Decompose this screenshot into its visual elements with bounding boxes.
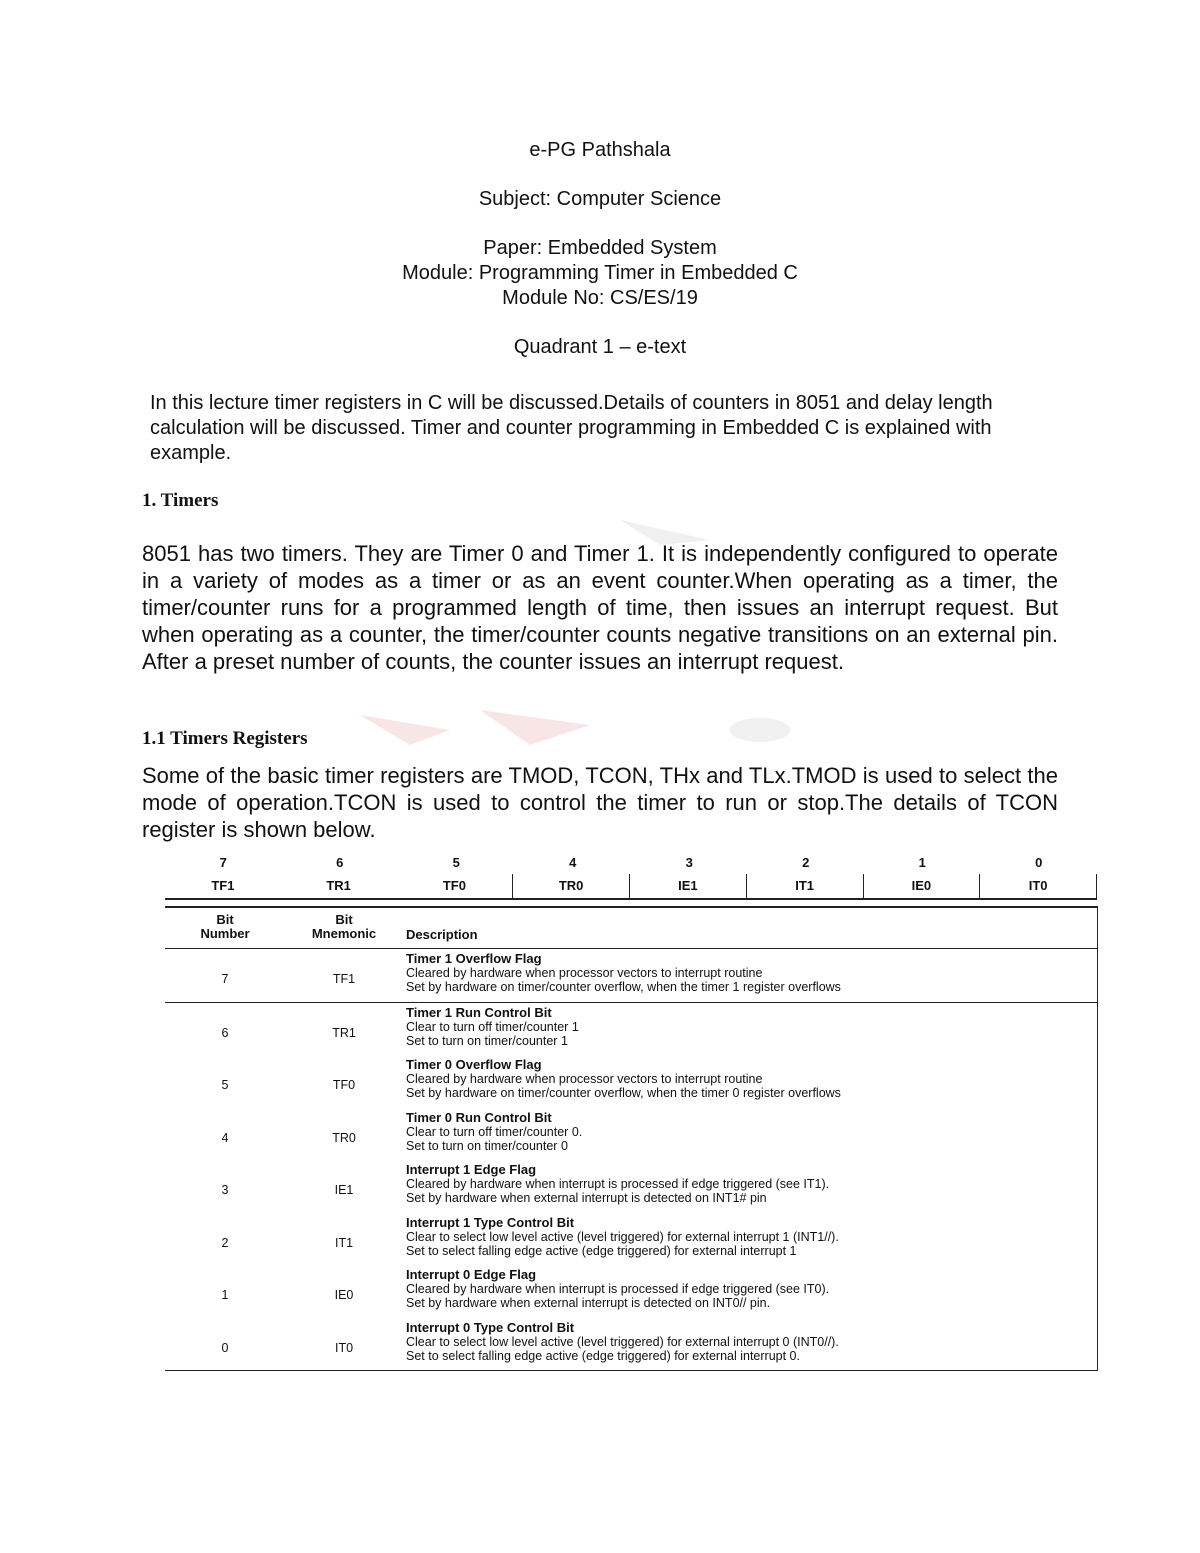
bit-name: TR1 — [326, 878, 351, 893]
cell-description — [403, 1318, 1097, 1371]
table-row — [165, 1160, 1097, 1213]
table-row — [165, 1108, 1097, 1161]
cell-bit-number: 1 — [221, 1288, 229, 1303]
description-line: Set to turn on timer/counter 0 — [406, 1138, 568, 1153]
description-line: Clear to select low level active (level triggered) for external interrupt 0 (INT0//). — [406, 1334, 839, 1349]
description-line: Clear to turn off timer/counter 1 — [406, 1019, 579, 1034]
bit-name: TF0 — [442, 878, 466, 893]
header-text: Bit — [335, 912, 353, 927]
cell-description — [403, 1055, 1097, 1108]
document-header — [0, 138, 1200, 360]
table-header — [165, 908, 1097, 949]
description-title: Timer 0 Overflow Flag — [406, 1057, 542, 1072]
tcon-bit-numbers — [165, 852, 1097, 874]
cell-description — [403, 1265, 1097, 1318]
tcon-bit-layout — [165, 852, 1097, 900]
table-row — [165, 1213, 1097, 1266]
cell-bit-number: 2 — [221, 1235, 229, 1250]
org-name: e-PG Pathshala — [529, 139, 671, 161]
bit-name: TR0 — [512, 874, 629, 898]
header-text: Number — [200, 926, 250, 941]
section-heading-timer-registers: 1.1 Timers Registers — [142, 728, 308, 749]
description-line: Set by hardware on timer/counter overflow, when the timer 1 register overflows — [406, 980, 841, 994]
table-row — [165, 1265, 1097, 1318]
bit-name: IT0 — [979, 874, 1097, 898]
section-heading-timers: 1. Timers — [142, 490, 219, 511]
tcon-description-table — [165, 906, 1098, 1371]
description-title: Timer 1 Run Control Bit — [406, 1004, 552, 1020]
cell-bit-number: 7 — [221, 972, 229, 987]
description-line: Set to select falling edge active (edge triggered) for external interrupt 0. — [406, 1348, 800, 1363]
header-description: Description — [406, 927, 478, 942]
header-text: Bit — [216, 912, 234, 927]
bit-name: IE0 — [863, 874, 980, 898]
description-line: Set to select falling edge active (edge triggered) for external interrupt 1 — [406, 1243, 797, 1258]
cell-description — [403, 1160, 1097, 1213]
description-title: Interrupt 1 Edge Flag — [406, 1162, 537, 1177]
cell-mnemonic: TR1 — [332, 1025, 356, 1040]
header-bit-mnemonic — [285, 908, 403, 948]
cell-bit-number: 6 — [221, 1025, 229, 1040]
bit-name: IT1 — [746, 874, 863, 898]
description-title: Timer 0 Run Control Bit — [406, 1109, 552, 1125]
description-title: Timer 1 Overflow Flag — [406, 951, 542, 966]
table-row — [165, 949, 1097, 1003]
intro-paragraph: In this lecture timer registers in C will be discussed.Details of counters in 8051 and delay length calculation will be discussed. Timer and counter programming in Embedded C is explained with example. — [150, 392, 993, 464]
cell-mnemonic: IT1 — [334, 1235, 354, 1250]
cell-bit-number: 4 — [221, 1130, 229, 1145]
description-line: Set by hardware on timer/counter overflow, when the timer 0 register overflows — [406, 1086, 841, 1100]
description-line: Clear to select low level active (level triggered) for external interrupt 1 (INT1//). — [406, 1229, 839, 1244]
description-line: Clear to turn off timer/counter 0. — [406, 1124, 583, 1139]
header-text: Mnemonic — [311, 926, 377, 941]
cell-description — [403, 949, 1097, 1002]
description-line: Cleared by hardware when processor vectors to interrupt routine — [406, 1072, 763, 1086]
cell-mnemonic: TF1 — [332, 972, 356, 987]
quadrant-line: Quadrant 1 – e-text — [513, 336, 687, 358]
bit-number: 2 — [802, 855, 810, 870]
header-bit-number — [165, 908, 285, 948]
bit-number: 6 — [336, 855, 344, 870]
bit-name: TF1 — [211, 878, 235, 893]
description-line: Cleared by hardware when processor vectors to interrupt routine — [406, 966, 763, 980]
module-line: Module: Programming Timer in Embedded C — [402, 262, 798, 284]
description-title: Interrupt 1 Type Control Bit — [406, 1214, 575, 1230]
bit-number: 1 — [918, 855, 926, 870]
cell-description — [403, 1108, 1097, 1161]
cell-bit-number: 3 — [221, 1183, 229, 1198]
cell-description — [403, 1003, 1097, 1056]
bit-number: 7 — [219, 855, 227, 870]
bit-number: 3 — [685, 855, 693, 870]
bit-number: 4 — [569, 855, 577, 870]
description-line: Set by hardware when external interrupt is detected on INT0// pin. — [406, 1296, 771, 1310]
description-title: Interrupt 0 Type Control Bit — [406, 1319, 575, 1335]
bit-number: 5 — [452, 855, 460, 870]
bit-name: IE1 — [629, 874, 746, 898]
table-row — [165, 1055, 1097, 1108]
description-line: Cleared by hardware when interrupt is processed if edge triggered (see IT1). — [406, 1177, 830, 1191]
cell-bit-number: 0 — [221, 1340, 229, 1355]
table-row — [165, 1003, 1097, 1056]
timer-registers-paragraph: Some of the basic timer registers are TMOD, TCON, THx and TLx.TMOD is used to select the mode of operation.TCON is used to control the timer to run or stop.The details of TCON register is shown below. — [142, 763, 1058, 842]
cell-mnemonic: TR0 — [332, 1130, 356, 1145]
cell-description — [403, 1213, 1097, 1266]
bit-number: 0 — [1035, 855, 1043, 870]
cell-mnemonic: IE0 — [334, 1288, 354, 1303]
tcon-bit-names — [165, 874, 1097, 900]
cell-bit-number: 5 — [221, 1078, 229, 1093]
paper-line: Paper: Embedded System — [483, 237, 717, 259]
description-title: Interrupt 0 Edge Flag — [406, 1267, 537, 1282]
description-line: Cleared by hardware when interrupt is processed if edge triggered (see IT0). — [406, 1282, 830, 1296]
description-line: Set to turn on timer/counter 1 — [406, 1033, 568, 1048]
cell-mnemonic: TF0 — [332, 1078, 356, 1093]
module-number-line: Module No: CS/ES/19 — [502, 287, 698, 309]
subject-line: Subject: Computer Science — [478, 188, 722, 210]
timers-paragraph: 8051 has two timers. They are Timer 0 and Timer 1. It is independently configured to operate in a variety of modes as a timer or as an event counter.When operating as a timer, the timer/counter runs for a programmed length of time, then issues an interrupt request. But when operating as a counter, the timer/counter counts negative transitions on an external pin. After a preset number of counts, the counter issues an interrupt request. — [142, 541, 1058, 674]
description-line: Set by hardware when external interrupt is detected on INT1# pin — [406, 1191, 767, 1205]
table-row — [165, 1318, 1097, 1371]
cell-mnemonic: IT0 — [334, 1340, 354, 1355]
cell-mnemonic: IE1 — [334, 1183, 354, 1198]
